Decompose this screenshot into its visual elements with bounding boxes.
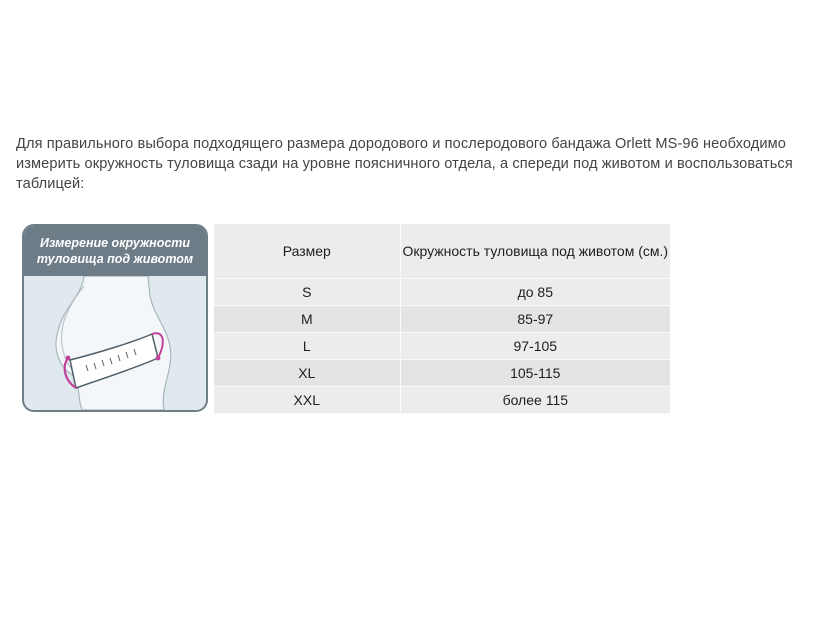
pregnant-belly-measurement-icon: [24, 276, 206, 410]
girth-cell: 97-105: [400, 333, 670, 360]
table-row: [214, 306, 670, 333]
size-cell: M: [214, 306, 400, 333]
girth-column-header: Окружность туловища под животом (см.): [400, 224, 670, 279]
measurement-figure: [22, 224, 208, 412]
table-row: [214, 360, 670, 387]
girth-cell: до 85: [400, 279, 670, 306]
size-cell: XL: [214, 360, 400, 387]
table-row: [214, 387, 670, 414]
size-cell: S: [214, 279, 400, 306]
size-column-header: Размер: [214, 224, 400, 279]
girth-cell: 105-115: [400, 360, 670, 387]
table-row: [214, 333, 670, 360]
size-table: [214, 224, 670, 414]
girth-cell: более 115: [400, 387, 670, 414]
girth-cell: 85-97: [400, 306, 670, 333]
intro-paragraph: Для правильного выбора подходящего размера дородового и послеродового бандажа Orlett MS-96 необходимо измерить окружность туловища сзади на уровне поясничного отдела, а спереди под животом и воспользоваться таблицей:: [16, 136, 793, 192]
size-cell: XXL: [214, 387, 400, 414]
figure-title: Измерение окружности туловища под животом: [24, 226, 206, 276]
table-header-row: [214, 224, 670, 279]
size-cell: L: [214, 333, 400, 360]
table-row: [214, 279, 670, 306]
